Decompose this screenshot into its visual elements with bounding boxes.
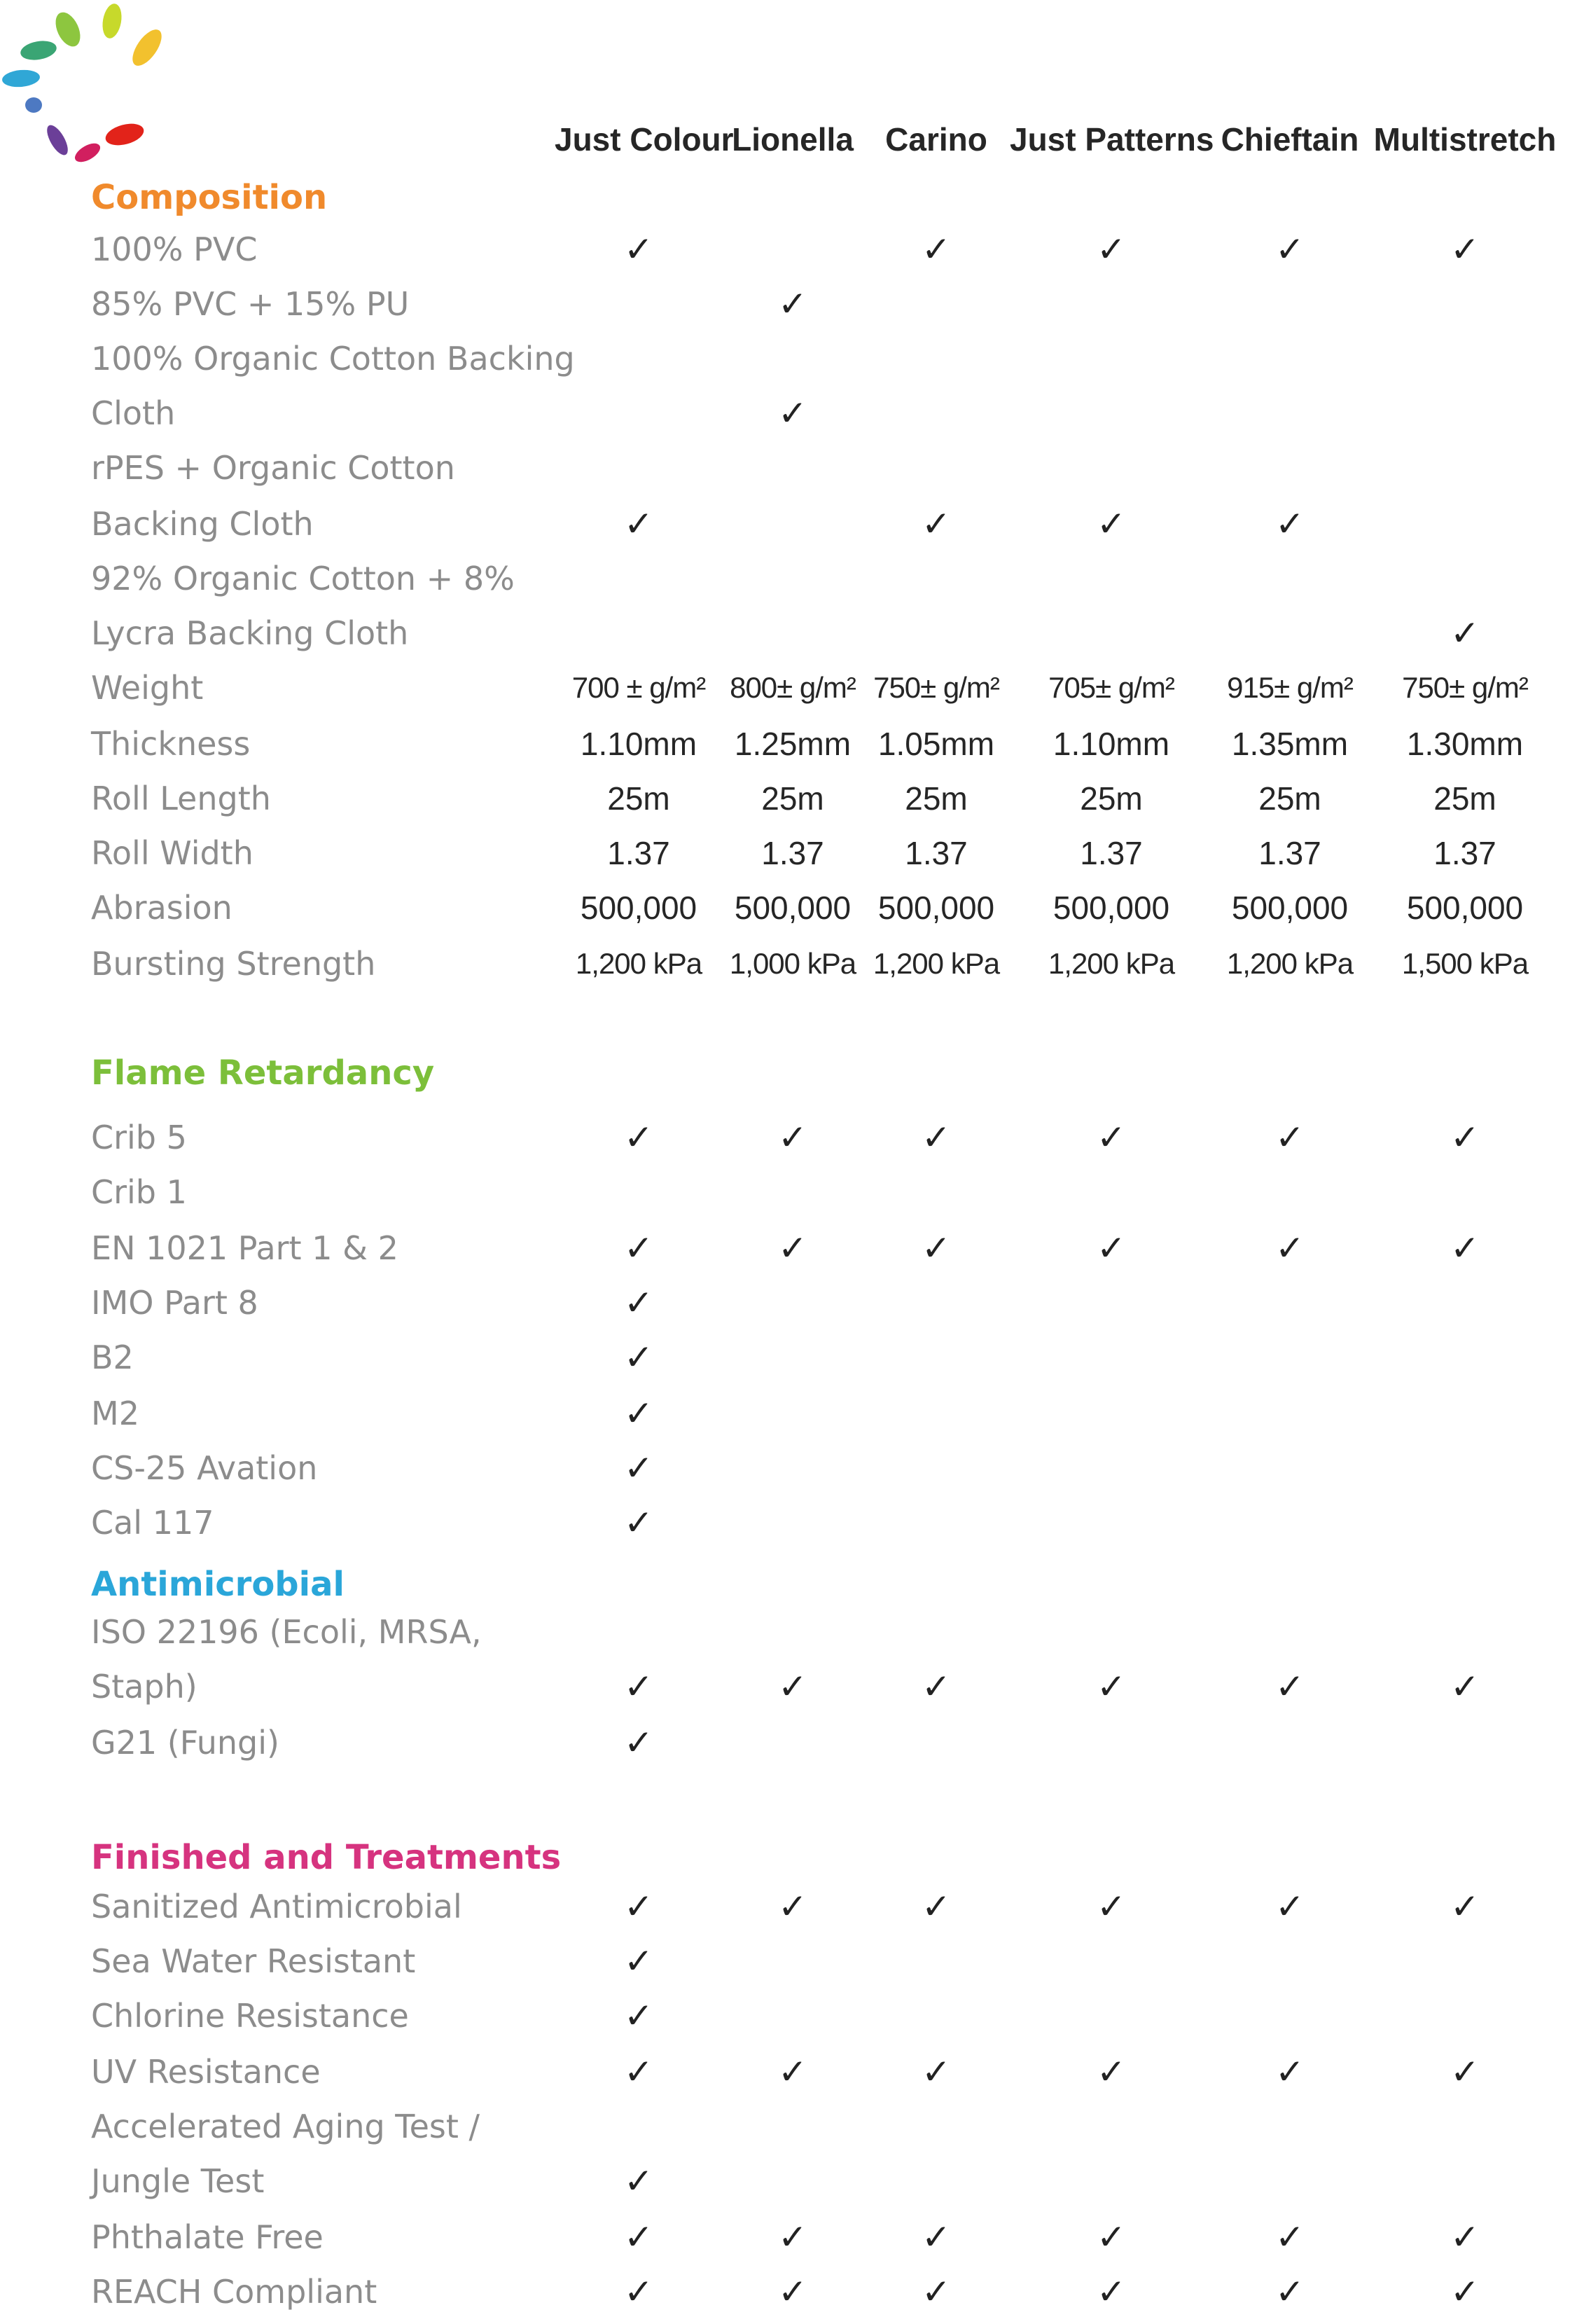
spec-value: 500,000 xyxy=(1231,890,1349,926)
section-title-composition: Composition xyxy=(91,178,328,217)
checkmark-icon: ✓ xyxy=(1097,229,1126,270)
row-label: EN 1021 Part 1 & 2 xyxy=(91,1229,398,1267)
spec-value: 500,000 xyxy=(877,890,995,926)
spec-value: 25m xyxy=(1258,780,1321,817)
checkmark-icon: ✓ xyxy=(624,2271,653,2312)
checkmark-icon: ✓ xyxy=(1097,2271,1126,2312)
checkmark-icon: ✓ xyxy=(624,1886,653,1927)
checkmark-icon: ✓ xyxy=(1275,2271,1305,2312)
checkmark-icon: ✓ xyxy=(1450,229,1480,270)
checkmark-icon: ✓ xyxy=(1097,1666,1126,1707)
column-header-carino: Carino xyxy=(885,121,987,158)
checkmark-icon: ✓ xyxy=(1275,1666,1305,1707)
checkmark-icon: ✓ xyxy=(922,2052,951,2092)
spec-value: 1.37 xyxy=(607,835,670,871)
checkmark-icon: ✓ xyxy=(1450,2271,1480,2312)
row-label: 85% PVC + 15% PU xyxy=(91,285,410,323)
row-label: IMO Part 8 xyxy=(91,1284,258,1322)
checkmark-icon: ✓ xyxy=(1275,2217,1305,2257)
checkmark-icon: ✓ xyxy=(922,1117,951,1158)
checkmark-icon: ✓ xyxy=(778,2052,807,2092)
checkmark-icon: ✓ xyxy=(778,284,807,324)
table-row xyxy=(0,221,1577,277)
spec-value: 500,000 xyxy=(734,890,852,926)
row-label: Roll Length xyxy=(91,780,271,817)
table-row xyxy=(0,1933,1577,1989)
table-row xyxy=(0,716,1577,772)
spec-value: 25m xyxy=(1433,780,1496,817)
checkmark-icon: ✓ xyxy=(624,1337,653,1378)
spec-value: 1.25mm xyxy=(734,726,852,762)
checkmark-icon: ✓ xyxy=(922,2271,951,2312)
checkmark-icon: ✓ xyxy=(778,1117,807,1158)
row-label: Sea Water Resistant xyxy=(91,1942,416,1980)
checkmark-icon: ✓ xyxy=(922,2217,951,2257)
spec-value: 500,000 xyxy=(580,890,697,926)
column-header-just-colour: Just Colour xyxy=(555,121,734,158)
checkmark-icon: ✓ xyxy=(624,1117,653,1158)
row-label: Roll Width xyxy=(91,834,253,872)
table-row xyxy=(0,936,1577,992)
checkmark-icon: ✓ xyxy=(778,1666,807,1707)
checkmark-icon: ✓ xyxy=(624,1502,653,1543)
spec-value: 500,000 xyxy=(1053,890,1170,926)
column-header-just-patterns: Just Patterns xyxy=(1010,121,1214,158)
spec-value: 915± g/m² xyxy=(1227,671,1353,704)
checkmark-icon: ✓ xyxy=(624,1282,653,1323)
spec-value: 800± g/m² xyxy=(730,671,856,704)
checkmark-icon: ✓ xyxy=(624,2052,653,2092)
checkmark-icon: ✓ xyxy=(624,504,653,544)
row-label: 100% PVC xyxy=(91,230,258,268)
table-row xyxy=(0,496,1577,552)
spec-value: 1.10mm xyxy=(580,726,697,762)
checkmark-icon: ✓ xyxy=(778,2271,807,2312)
table-row xyxy=(0,1385,1577,1441)
row-label: ISO 22196 (Ecoli, MRSA, xyxy=(91,1613,482,1651)
checkmark-icon: ✓ xyxy=(624,1941,653,1981)
table-row xyxy=(0,1659,1577,1715)
checkmark-icon: ✓ xyxy=(778,1228,807,1268)
spec-value: 1.35mm xyxy=(1231,726,1349,762)
checkmark-icon: ✓ xyxy=(1275,1886,1305,1927)
table-row xyxy=(0,2153,1577,2209)
row-label: G21 (Fungi) xyxy=(91,1724,279,1762)
table-row xyxy=(0,1495,1577,1551)
table-row xyxy=(0,1109,1577,1166)
checkmark-icon: ✓ xyxy=(922,1666,951,1707)
table-row xyxy=(0,1440,1577,1496)
checkmark-icon: ✓ xyxy=(778,1886,807,1927)
checkmark-icon: ✓ xyxy=(624,1666,653,1707)
spec-value: 750± g/m² xyxy=(873,671,999,704)
table-row xyxy=(0,2044,1577,2100)
spec-value: 1,200 kPa xyxy=(1048,947,1175,980)
spec-value: 705± g/m² xyxy=(1048,671,1174,704)
section-title-flame-retardancy: Flame Retardancy xyxy=(91,1053,435,1093)
row-label: B2 xyxy=(91,1339,134,1376)
row-label: Accelerated Aging Test / xyxy=(91,2108,480,2145)
checkmark-icon: ✓ xyxy=(1450,2217,1480,2257)
spec-value: 1.37 xyxy=(905,835,968,871)
row-label: CS-25 Avation xyxy=(91,1449,318,1487)
checkmark-icon: ✓ xyxy=(1097,2052,1126,2092)
spec-value: 1.37 xyxy=(1080,835,1143,871)
column-header-lionella: Lionella xyxy=(732,121,854,158)
table-row xyxy=(0,825,1577,881)
checkmark-icon: ✓ xyxy=(1275,504,1305,544)
row-label: Thickness xyxy=(91,725,251,763)
column-header-chieftain: Chieftain xyxy=(1221,121,1359,158)
checkmark-icon: ✓ xyxy=(624,1996,653,2036)
section-title-finishes: Finished and Treatments xyxy=(91,1838,562,1877)
row-label: 92% Organic Cotton + 8% xyxy=(91,560,515,597)
checkmark-icon: ✓ xyxy=(922,1228,951,1268)
row-label: Lycra Backing Cloth xyxy=(91,614,409,652)
row-label: Cloth xyxy=(91,394,176,432)
row-label: Chlorine Resistance xyxy=(91,1997,409,2035)
checkmark-icon: ✓ xyxy=(1097,1886,1126,1927)
checkmark-icon: ✓ xyxy=(922,229,951,270)
checkmark-icon: ✓ xyxy=(1450,1228,1480,1268)
checkmark-icon: ✓ xyxy=(1275,1228,1305,1268)
table-row xyxy=(0,1220,1577,1276)
spec-value: 1.37 xyxy=(1258,835,1321,871)
spec-value: 1,200 kPa xyxy=(575,947,702,980)
checkmark-icon: ✓ xyxy=(922,504,951,544)
checkmark-icon: ✓ xyxy=(1097,1117,1126,1158)
checkmark-icon: ✓ xyxy=(1450,1666,1480,1707)
logo-icon xyxy=(0,0,168,168)
table-row xyxy=(0,385,1577,441)
table-row xyxy=(0,1604,1577,1660)
table-row xyxy=(0,440,1577,496)
table-row xyxy=(0,2264,1577,2320)
row-label: Cal 117 xyxy=(91,1504,214,1542)
checkmark-icon: ✓ xyxy=(1097,2217,1126,2257)
spec-value: 25m xyxy=(905,780,968,817)
spec-value: 1.30mm xyxy=(1406,726,1524,762)
checkmark-icon: ✓ xyxy=(778,393,807,434)
table-row xyxy=(0,880,1577,936)
row-label: Backing Cloth xyxy=(91,505,314,543)
row-label: Crib 5 xyxy=(91,1119,187,1156)
table-row xyxy=(0,551,1577,607)
spec-value: 1.37 xyxy=(761,835,824,871)
checkmark-icon: ✓ xyxy=(1275,2052,1305,2092)
spec-value: 1.37 xyxy=(1433,835,1496,871)
row-label: Jungle Test xyxy=(91,2162,265,2200)
checkmark-icon: ✓ xyxy=(1450,1886,1480,1927)
table-row xyxy=(0,1879,1577,1935)
table-row xyxy=(0,1164,1577,1220)
table-row xyxy=(0,1715,1577,1771)
table-row xyxy=(0,770,1577,826)
checkmark-icon: ✓ xyxy=(778,2217,807,2257)
row-label: Phthalate Free xyxy=(91,2218,324,2256)
row-label: REACH Compliant xyxy=(91,2273,377,2311)
spec-value: 1,500 kPa xyxy=(1401,947,1529,980)
table-row xyxy=(0,276,1577,332)
row-label: Bursting Strength xyxy=(91,945,376,983)
spec-value: 25m xyxy=(1080,780,1143,817)
column-header-multistretch: Multistretch xyxy=(1373,121,1557,158)
spec-value: 500,000 xyxy=(1406,890,1524,926)
spec-value: 25m xyxy=(761,780,824,817)
table-row xyxy=(0,605,1577,661)
checkmark-icon: ✓ xyxy=(1275,1117,1305,1158)
row-label: rPES + Organic Cotton xyxy=(91,449,455,487)
spec-value: 25m xyxy=(607,780,670,817)
table-row xyxy=(0,2209,1577,2265)
row-label: Staph) xyxy=(91,1668,197,1706)
checkmark-icon: ✓ xyxy=(624,1448,653,1488)
row-label: Abrasion xyxy=(91,889,232,927)
spec-value: 1.05mm xyxy=(877,726,995,762)
spec-value: 750± g/m² xyxy=(1402,671,1528,704)
checkmark-icon: ✓ xyxy=(1450,613,1480,653)
checkmark-icon: ✓ xyxy=(624,1722,653,1763)
table-row xyxy=(0,1329,1577,1385)
checkmark-icon: ✓ xyxy=(1275,229,1305,270)
checkmark-icon: ✓ xyxy=(624,1393,653,1434)
table-row xyxy=(0,1275,1577,1331)
table-row xyxy=(0,2098,1577,2154)
checkmark-icon: ✓ xyxy=(624,2161,653,2201)
row-label: UV Resistance xyxy=(91,2053,321,2091)
table-row xyxy=(0,660,1577,716)
row-label: 100% Organic Cotton Backing xyxy=(91,340,575,378)
table-row xyxy=(0,331,1577,387)
row-label: Sanitized Antimicrobial xyxy=(91,1888,462,1925)
checkmark-icon: ✓ xyxy=(1450,2052,1480,2092)
section-title-antimicrobial: Antimicrobial xyxy=(91,1565,345,1604)
checkmark-icon: ✓ xyxy=(624,1228,653,1268)
checkmark-icon: ✓ xyxy=(1097,1228,1126,1268)
table-row xyxy=(0,1988,1577,2044)
spec-value: 1,200 kPa xyxy=(873,947,1000,980)
spec-value: 1.10mm xyxy=(1053,726,1170,762)
checkmark-icon: ✓ xyxy=(624,229,653,270)
spec-value: 1,000 kPa xyxy=(729,947,856,980)
spec-value: 1,200 kPa xyxy=(1226,947,1354,980)
checkmark-icon: ✓ xyxy=(1450,1117,1480,1158)
row-label: Weight xyxy=(91,669,204,707)
spec-value: 700 ± g/m² xyxy=(571,671,706,704)
checkmark-icon: ✓ xyxy=(624,2217,653,2257)
row-label: Crib 1 xyxy=(91,1173,187,1211)
checkmark-icon: ✓ xyxy=(1097,504,1126,544)
row-label: M2 xyxy=(91,1395,139,1432)
checkmark-icon: ✓ xyxy=(922,1886,951,1927)
